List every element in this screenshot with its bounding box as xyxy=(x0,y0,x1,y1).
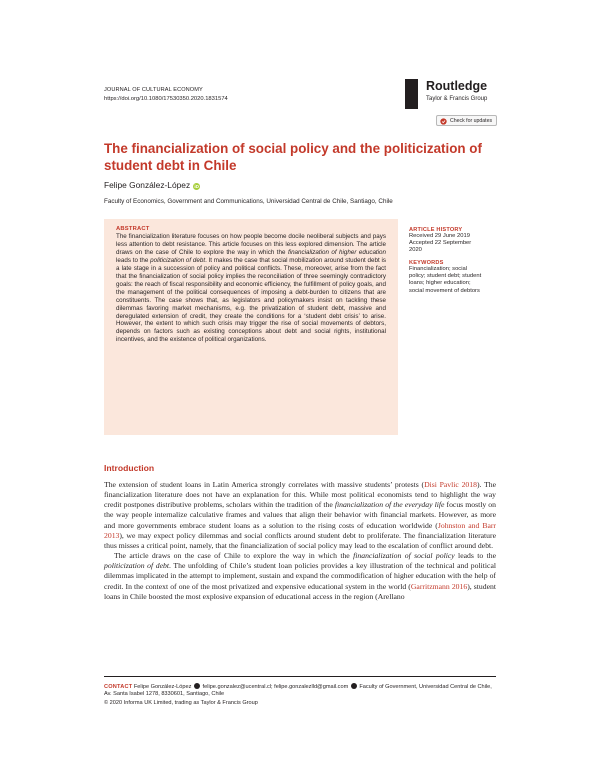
abstract-text xyxy=(116,233,386,344)
article-sidebar xyxy=(409,227,504,295)
abstract-box xyxy=(104,219,398,435)
abstract-part: leads to the xyxy=(116,256,151,264)
contact-name: Felipe González-López xyxy=(133,684,192,690)
abstract-emphasis: financialization of higher education xyxy=(287,248,386,256)
received-date: Received 29 June 2019 xyxy=(409,233,470,239)
text-emphasis: politicization of debt xyxy=(104,561,170,571)
author-affiliation: Faculty of Economics, Government and Communications, Universidad Central de Chile, Santiago, Chile xyxy=(104,198,393,205)
text-run: ). The financialization literature does not have an explanation for this. While most political economists tend to highlight the way credit postpones distributive problems, scholars within the tradition of the xyxy=(104,480,496,510)
text-run: ), we may expect policy dilemmas and social conflicts around student debt to proliferate. The financialization literature thus misses a critical point, namely, that the financialization of social policy may lead to the escalation of conflict around debt. xyxy=(104,530,496,550)
abstract-emphasis: politicization of debt xyxy=(150,256,206,264)
publisher-subtitle: Taylor & Francis Group xyxy=(426,96,488,102)
journal-name: JOURNAL OF CULTURAL ECONOMY xyxy=(104,87,203,93)
contact-address: Faculty of Government, Universidad Central de Chile, Av. Santa Isabel 1278, 8330601, Santiago, Chile xyxy=(104,684,492,698)
routledge-mark-icon xyxy=(405,79,418,109)
orcid-icon[interactable]: iD xyxy=(194,184,199,189)
email-icon xyxy=(194,683,200,689)
text-run: The extension of student loans in Latin America strongly correlates with massive students’ protests ( xyxy=(104,480,425,489)
check-for-updates-button[interactable] xyxy=(436,115,497,126)
abstract-heading: ABSTRACT xyxy=(116,226,150,232)
text-run: . The unfolding of Chile’s student loan policies provides a key illustration of the technical and political dilemmas implicated in the attempt to implement, sustain and expand the commodification of higher education with the help of credit. In the context of one of the most privatized and expensive educational system in the world ( xyxy=(104,561,497,591)
copyright-notice: © 2020 Informa UK Limited, trading as Taylor & Francis Group xyxy=(104,700,258,706)
abstract-part: The financialization literature focuses on how people become docile neoliberal subjects and pays less attention to debt resistance. This article focuses on this less explored dimension. The article draws on the case of Chile to explore the way in which the xyxy=(116,233,386,256)
doi-link[interactable]: https://doi.org/10.1080/17530350.2020.1831574 xyxy=(104,96,228,102)
text-emphasis: financialization of social policy xyxy=(353,551,455,561)
introduction-heading: Introduction xyxy=(104,463,155,473)
paragraph xyxy=(104,551,496,602)
publisher-name: Routledge xyxy=(426,79,488,93)
abstract-part: . It makes the case that social mobilization around student debt is a late stage in a succession of policy and political conflicts. These, moreover, arise from the fact that the financialization of social policy implies the reconciliation of three seemingly contradictory goals: the reach of fiscal responsibility and economic efficiency, the fulfillment of policy goals, and the management of the political consequences of imposing a debt-burden to citizens that are constituents. The case shows that, as legislators and policymakers insist on tackling these dilemmas favoring market mechanisms, e.g. the privatization of student debt, massive and deregulated extension of credit, they create the conditions for a ‘student debt crisis’ to arise. However, the extent to which such crisis may trigger the rise of social movements of debtors, depends on factors such as existing conceptions about debt and social rights, institutional incentives, and the existence of political organizations. xyxy=(116,256,386,344)
accepted-date: Accepted 22 September xyxy=(409,240,472,247)
citation-link[interactable]: Garritzmann 2016 xyxy=(410,581,468,591)
keywords-line: social movement of debtors xyxy=(409,287,480,294)
text-run: The article draws on the case of Chile to explore the way in which the xyxy=(114,551,354,561)
contact-footnote xyxy=(104,676,496,699)
text-emphasis: financialization of the everyday life xyxy=(334,500,445,510)
keywords-heading: KEYWORDS xyxy=(409,260,444,267)
keywords-line: loans; higher education; xyxy=(409,280,471,287)
text-run: leads to the xyxy=(454,551,497,561)
check-for-updates-label: Check for updates xyxy=(450,118,493,124)
author-name xyxy=(104,180,200,190)
body-text xyxy=(104,480,496,602)
update-badge-icon xyxy=(440,118,447,125)
keywords-line: Financialization; social xyxy=(409,266,467,273)
article-history-heading: ARTICLE HISTORY xyxy=(409,227,463,233)
author-name-text: Felipe González-López xyxy=(104,180,191,190)
contact-email[interactable]: felipe.gonzalez@ucentral.cl; felipe.gonzalezlld@gmail.com xyxy=(202,684,349,690)
article-title: The financialization of social policy and the politicization of student debt in Chile xyxy=(104,141,482,173)
citation-link[interactable]: Johnston and Barr 2013 xyxy=(104,520,496,540)
text-run: focus mostly on the way people internalize calculative frames and values that align their behavior with financial markets. However, as more and more governments embrace student loans as a solution to the rising costs of education worldwide ( xyxy=(104,500,496,530)
publisher-logo xyxy=(405,79,507,109)
text-run: ), student loans in Chile boosted the most explosive expansion of educational access in the region (Arellano xyxy=(104,581,496,601)
accepted-year: 2020 xyxy=(409,247,422,254)
keywords-line: policy; student debt; student xyxy=(409,273,482,280)
location-icon xyxy=(351,683,357,689)
contact-label: CONTACT xyxy=(104,684,133,690)
paragraph xyxy=(104,480,496,551)
citation-link[interactable]: Disi Pavlic 2018 xyxy=(424,480,477,489)
